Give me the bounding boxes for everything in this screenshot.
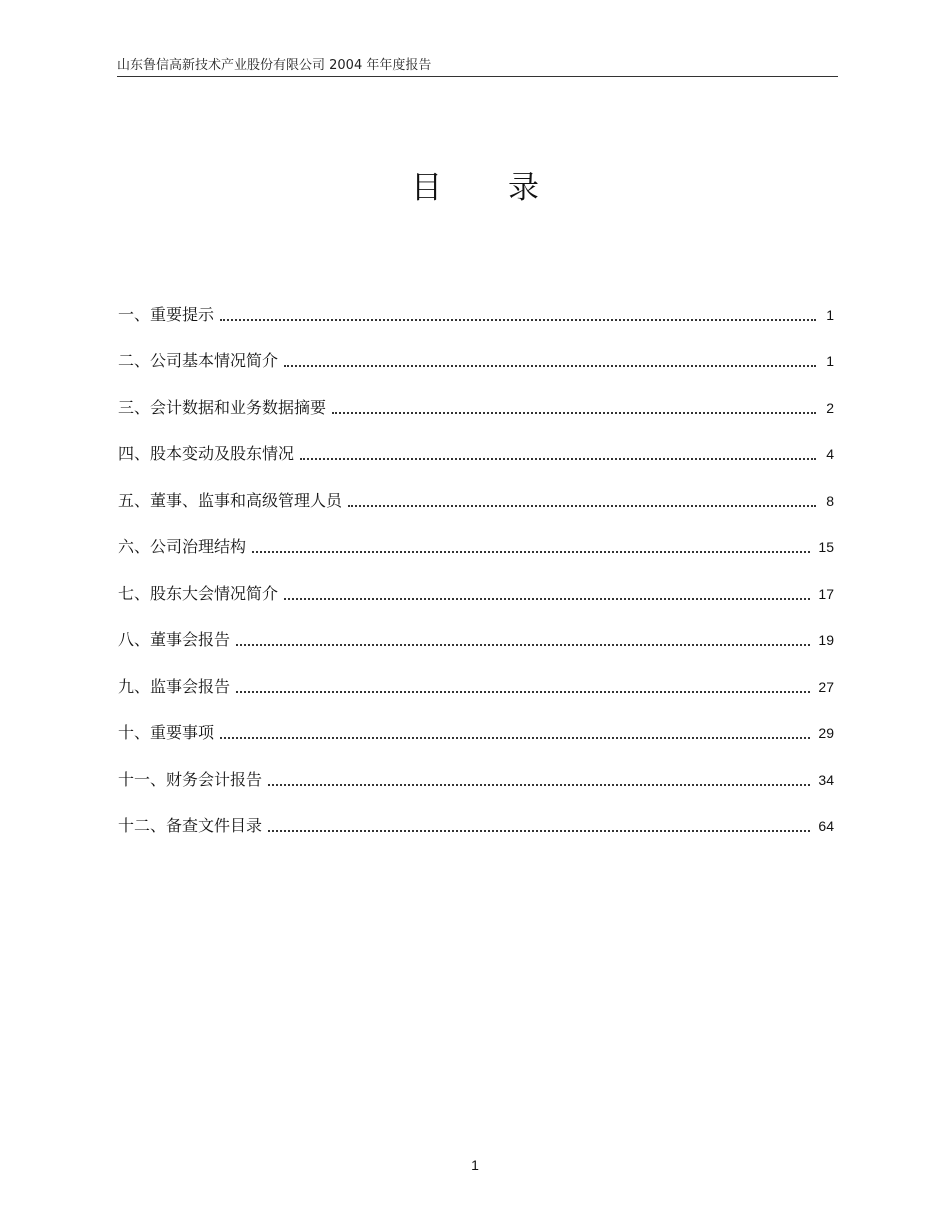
toc-entry-page: 19 — [818, 632, 834, 648]
toc-dot-leader — [268, 830, 810, 832]
toc-dot-leader — [300, 458, 816, 460]
toc-entry-label: 一、重要提示 — [118, 304, 215, 324]
toc-entry-label: 六、公司治理结构 — [118, 537, 247, 556]
toc-dot-leader — [348, 505, 816, 507]
page-header — [117, 56, 838, 77]
toc-entry-page: 15 — [818, 539, 834, 555]
toc-entry-page: 17 — [818, 585, 834, 602]
toc-entry-label: 五、董事、监事和高级管理人员 — [118, 490, 343, 510]
toc-entry-page: 4 — [826, 446, 834, 462]
toc-dot-leader — [268, 784, 810, 786]
toc-entry-label: 十二、备查文件目录 — [118, 816, 263, 835]
toc-entry[interactable] — [118, 466, 834, 513]
toc-entry[interactable] — [118, 652, 834, 699]
page-title: 目录 — [411, 170, 605, 206]
toc-entry[interactable] — [118, 699, 834, 746]
toc-entry-label: 九、监事会报告 — [118, 676, 231, 696]
toc-entry-page: 29 — [818, 725, 834, 741]
toc-entry-page: 64 — [818, 818, 834, 834]
toc-dot-leader — [220, 319, 816, 321]
toc-dot-leader — [236, 691, 810, 693]
toc-entry-label: 八、董事会报告 — [118, 630, 231, 649]
toc-entry[interactable] — [118, 513, 834, 560]
toc-dot-leader — [220, 737, 810, 739]
toc-entry-page: 34 — [818, 771, 834, 788]
toc-entry-label: 七、股东大会情况简介 — [118, 583, 279, 603]
toc-dot-leader — [252, 551, 810, 553]
toc-entry[interactable] — [118, 606, 834, 653]
toc-entry-page: 1 — [826, 353, 834, 369]
toc-entry[interactable] — [118, 420, 834, 467]
toc-entry[interactable] — [118, 745, 834, 792]
table-of-contents — [118, 280, 834, 838]
toc-entry[interactable] — [118, 792, 834, 839]
toc-dot-leader — [284, 598, 810, 600]
toc-entry-label: 十、重要事项 — [118, 723, 215, 742]
toc-entry[interactable] — [118, 280, 834, 327]
toc-entry-page: 1 — [826, 306, 834, 323]
toc-entry-label: 三、会计数据和业务数据摘要 — [118, 397, 327, 417]
header-text: 山东鲁信高新技术产业股份有限公司 2004 年年度报告 — [117, 58, 432, 73]
toc-dot-leader — [284, 365, 816, 367]
toc-dot-leader — [236, 644, 810, 646]
toc-entry-page: 2 — [826, 399, 834, 416]
page-number: 1 — [471, 1157, 479, 1173]
toc-dot-leader — [332, 412, 816, 414]
toc-entry-label: 十一、财务会计报告 — [118, 769, 263, 789]
toc-entry[interactable] — [118, 327, 834, 374]
toc-entry-label: 二、公司基本情况简介 — [118, 351, 279, 370]
toc-entry[interactable] — [118, 373, 834, 420]
toc-entry-page: 27 — [818, 678, 834, 695]
toc-entry-page: 8 — [826, 492, 834, 509]
toc-entry[interactable] — [118, 559, 834, 606]
toc-entry-label: 四、股本变动及股东情况 — [118, 444, 295, 463]
